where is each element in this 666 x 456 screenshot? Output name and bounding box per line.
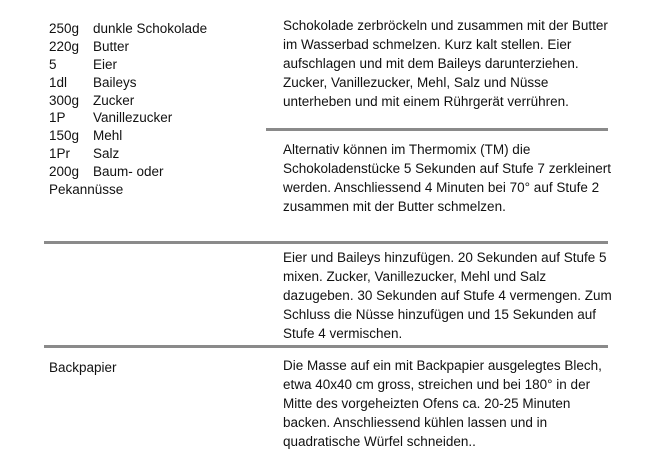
instruction-step-3: Eier und Baileys hinzufügen. 20 Sekunden auf Stufe 5 mixen. Zucker, Vanillezucker, Mehl und Salz dazugeben. 30 Sekunden auf Stufe 4 vermengen. Zum Schluss die Nüsse hinzufügen und 15 Sekunden auf Stufe 4 vermischen. bbox=[283, 250, 612, 341]
ingredient-quantity: 5 bbox=[49, 56, 57, 72]
ingredient-row bbox=[49, 20, 249, 38]
ingredient-quantity: 1Pr bbox=[49, 146, 71, 162]
ingredient-row bbox=[49, 163, 249, 181]
ingredient-row bbox=[49, 74, 249, 92]
ingredient-row bbox=[49, 38, 249, 56]
ingredient-row bbox=[49, 109, 249, 127]
ingredient-name: Mehl bbox=[93, 128, 123, 144]
ingredient-continuation: Pekannüsse bbox=[49, 182, 124, 198]
ingredient-name: Eier bbox=[93, 56, 118, 72]
section-divider bbox=[44, 345, 608, 348]
ingredient-quantity: 220g bbox=[49, 38, 80, 54]
ingredient-quantity: 1P bbox=[49, 110, 66, 126]
ingredient-row bbox=[49, 127, 249, 145]
ingredient-name: Baileys bbox=[93, 74, 137, 90]
ingredient-quantity: 200g bbox=[49, 164, 80, 180]
instruction-step-1: Schokolade zerbröckeln und zusammen mit der Butter im Wasserbad schmelzen. Kurz kalt stellen. Eier aufschlagen und mit dem Baileys darunterziehen. Zucker, Vanillezucker, Mehl, Salz und Nüsse unterheben und mit einem Rührgerät verrühren. bbox=[283, 18, 608, 109]
section-divider bbox=[44, 241, 608, 244]
instruction-step-4: Die Masse auf ein mit Backpapier ausgelegtes Blech, etwa 40x40 cm gross, streichen und bei 180° in der Mitte des vorgeheizten Ofens ca. 20-25 Minuten backen. Anschliessend kühlen lassen und in quadratische Würfel schneiden.. bbox=[283, 358, 602, 449]
ingredient-quantity: 300g bbox=[49, 92, 80, 108]
ingredient-row bbox=[49, 92, 249, 110]
ingredient-name: Butter bbox=[93, 38, 130, 54]
ingredient-list bbox=[49, 20, 249, 199]
section-divider bbox=[266, 128, 608, 131]
ingredient-quantity: 1dl bbox=[49, 74, 68, 90]
ingredient-quantity: 250g bbox=[49, 21, 80, 36]
ingredient-row bbox=[49, 56, 249, 74]
ingredient-name: Vanillezucker bbox=[93, 110, 173, 126]
ingredient-name: dunkle Schokolade bbox=[93, 21, 208, 36]
ingredient-quantity: 150g bbox=[49, 128, 80, 144]
ingredient-name: Salz bbox=[93, 146, 120, 162]
instruction-step-2: Alternativ können im Thermomix (TM) die Schokoladenstücke 5 Sekunden auf Stufe 7 zerkleinert werden. Anschliessend 4 Minuten bei 70° auf Stufe 2 zusammen mit der Butter schmelzen. bbox=[283, 142, 611, 214]
equipment-backpapier: Backpapier bbox=[49, 360, 117, 375]
ingredient-name: Zucker bbox=[93, 92, 135, 108]
ingredient-row bbox=[49, 145, 249, 163]
ingredient-name: Baum- oder bbox=[93, 164, 164, 180]
